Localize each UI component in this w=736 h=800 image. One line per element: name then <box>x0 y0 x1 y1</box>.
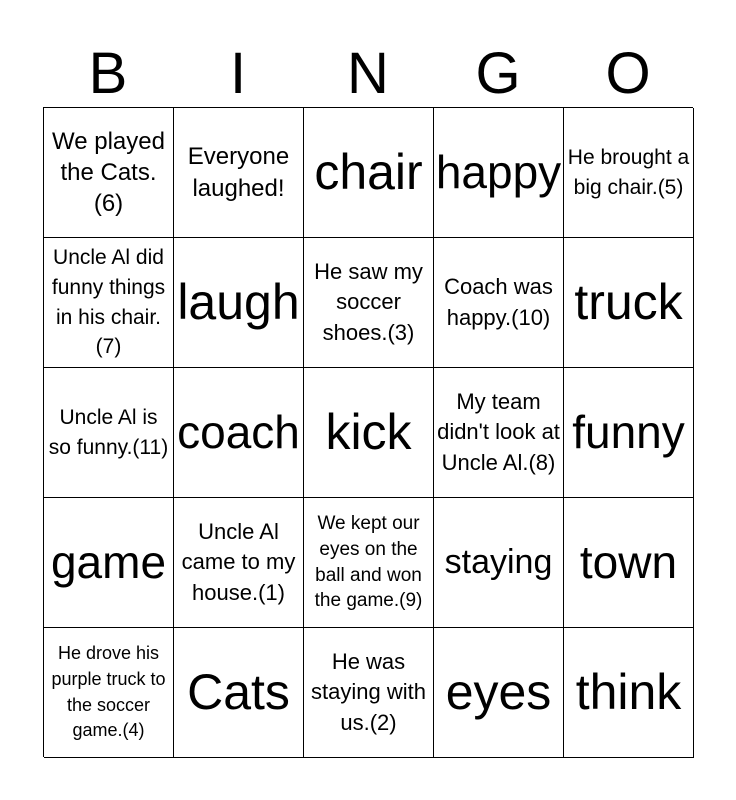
cell-text: truck <box>574 274 683 330</box>
cell-text: Coach was happy.(10) <box>444 274 553 330</box>
bingo-cell[interactable] <box>174 238 304 368</box>
bingo-cell[interactable] <box>434 238 564 368</box>
bingo-cell[interactable] <box>44 238 174 368</box>
bingo-cell[interactable] <box>564 498 694 628</box>
cell-text: He brought a big chair.(5) <box>567 145 690 199</box>
cell-text: chair <box>314 144 423 200</box>
bingo-cell[interactable] <box>44 628 174 758</box>
cell-text: He drove his purple truck to the soccer game.(4) <box>51 643 166 741</box>
cell-text: happy <box>435 146 562 199</box>
bingo-header <box>43 40 693 108</box>
bingo-cell[interactable] <box>304 238 434 368</box>
cell-text: funny <box>572 406 685 459</box>
header-letter-n: N <box>347 41 389 106</box>
bingo-cell[interactable] <box>44 368 174 498</box>
bingo-cell[interactable] <box>434 108 564 238</box>
cell-text: Uncle Al is so funny.(11) <box>48 405 169 459</box>
bingo-cell[interactable] <box>564 108 694 238</box>
cell-text: coach <box>177 406 300 459</box>
header-letter-o: O <box>605 41 651 106</box>
bingo-cell[interactable] <box>304 108 434 238</box>
bingo-cell[interactable] <box>304 628 434 758</box>
cell-text: My team didn't look at Uncle Al.(8) <box>437 388 560 475</box>
cell-text: town <box>579 536 678 589</box>
cell-text: Cats <box>187 664 290 720</box>
bingo-cell[interactable] <box>564 238 694 368</box>
cell-text: He was staying with us.(2) <box>311 648 426 735</box>
cell-text: game <box>50 536 167 589</box>
bingo-cell[interactable] <box>174 108 304 238</box>
cell-text: Everyone laughed! <box>187 143 290 202</box>
header-letter-i: I <box>229 41 247 106</box>
bingo-cell[interactable] <box>304 368 434 498</box>
cell-text: kick <box>325 404 412 460</box>
cell-text: Uncle Al did funny things in his chair.(7) <box>51 245 166 359</box>
bingo-cell[interactable] <box>174 368 304 498</box>
bingo-cell[interactable] <box>44 108 174 238</box>
cell-text: eyes <box>445 664 552 720</box>
bingo-grid <box>43 107 693 757</box>
bingo-cell[interactable] <box>174 628 304 758</box>
bingo-cell[interactable] <box>434 498 564 628</box>
cell-text: staying <box>444 543 553 582</box>
cell-text: He saw my soccer shoes.(3) <box>314 258 423 345</box>
cell-text: Uncle Al came to my house.(1) <box>181 518 296 605</box>
cell-text: think <box>575 664 682 720</box>
bingo-cell[interactable] <box>304 498 434 628</box>
cell-text: We played the Cats.(6) <box>52 127 165 218</box>
bingo-cell[interactable] <box>564 628 694 758</box>
bingo-cell[interactable] <box>174 498 304 628</box>
bingo-cell[interactable] <box>564 368 694 498</box>
cell-text: laugh <box>177 274 300 330</box>
header-letter-g: G <box>475 41 521 106</box>
bingo-cell[interactable] <box>44 498 174 628</box>
bingo-cell[interactable] <box>434 628 564 758</box>
header-letter-b: B <box>88 41 128 106</box>
bingo-cell[interactable] <box>434 368 564 498</box>
cell-text: We kept our eyes on the ball and won the game.(9) <box>314 513 423 612</box>
